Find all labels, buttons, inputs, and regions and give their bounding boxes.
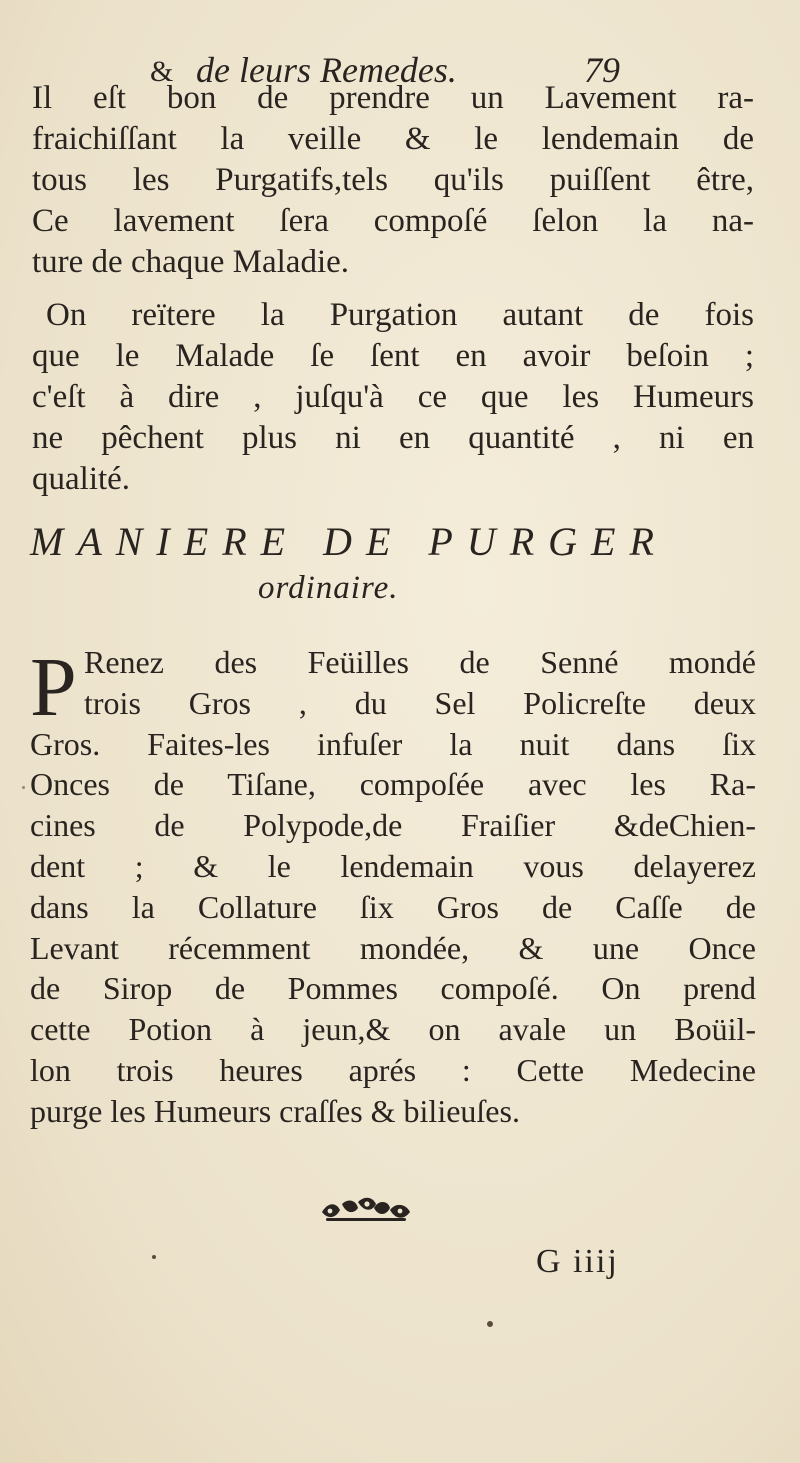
paper-speck [487, 1321, 493, 1327]
text-line: cines de Polypode,de Fraiſier &deChien- [30, 807, 756, 844]
text-line: dent ; & le lendemain vous delayerez [30, 847, 756, 884]
text-line: Gros. Faites-les infuſer la nuit dans ſix [30, 725, 756, 762]
section-heading: MANIERE DE PURGER [30, 519, 668, 564]
text-line: On reïtere la Purgation autant de fois [46, 297, 754, 333]
text-line: lon trois heures aprés : Cette Medecine [30, 1051, 756, 1088]
text-line: dans la Collature ſix Gros de Caſſe de [30, 888, 756, 925]
drop-cap: P [30, 641, 77, 734]
text-line: Renez des Feüilles de Senné mondé [84, 644, 756, 680]
text-line: cette Potion à jeun,& on avale un Boüil- [30, 1011, 756, 1048]
text-line: que le Malade ſe ſent en avoir beſoin ; [32, 338, 754, 374]
paper-speck [152, 1255, 156, 1259]
signature-mark: G iiij [536, 1243, 619, 1280]
text-line: qualité. [32, 461, 131, 497]
text-line: Ce lavement ſera compoſé ſelon la na- [32, 203, 754, 239]
text-line: ne pêchent plus ni en quantité , ni en [32, 420, 754, 456]
text-line: c'eſt à dire , juſqu'à ce que les Humeurs [32, 379, 754, 415]
text-line: Onces de Tiſane, compoſée avec les Ra- [30, 766, 756, 803]
paragraph-reitere [32, 295, 754, 500]
text-line: tous les Purgatifs,tels qu'ils puiſſent être, [32, 162, 754, 198]
paragraph-recipe [30, 642, 756, 1132]
paragraph-lavement [32, 78, 754, 283]
text-line: purge les Humeurs craſſes & bilieuſes. [30, 1092, 520, 1129]
text-line: de Sirop de Pommes compoſé. On prend [30, 970, 756, 1007]
running-head-ornament: & [150, 55, 174, 88]
page-number: 79 [584, 50, 620, 90]
paper-speck [22, 786, 25, 789]
section-subheading: ordinaire. [258, 570, 399, 606]
text-line: ture de chaque Maladie. [32, 244, 350, 280]
text-line: Il eſt bon de prendre un Lavement ra- [32, 80, 754, 116]
text-line: Levant récemment mondée, & une Once [30, 929, 756, 966]
text-line: fraichiſſant la veille & le lendemain de [32, 121, 754, 157]
fleuron-ornament-icon [318, 1196, 414, 1226]
running-head-title: de leurs Remedes. [196, 50, 457, 90]
text-line: trois Gros , du Sel Policreſte deux [84, 684, 756, 721]
